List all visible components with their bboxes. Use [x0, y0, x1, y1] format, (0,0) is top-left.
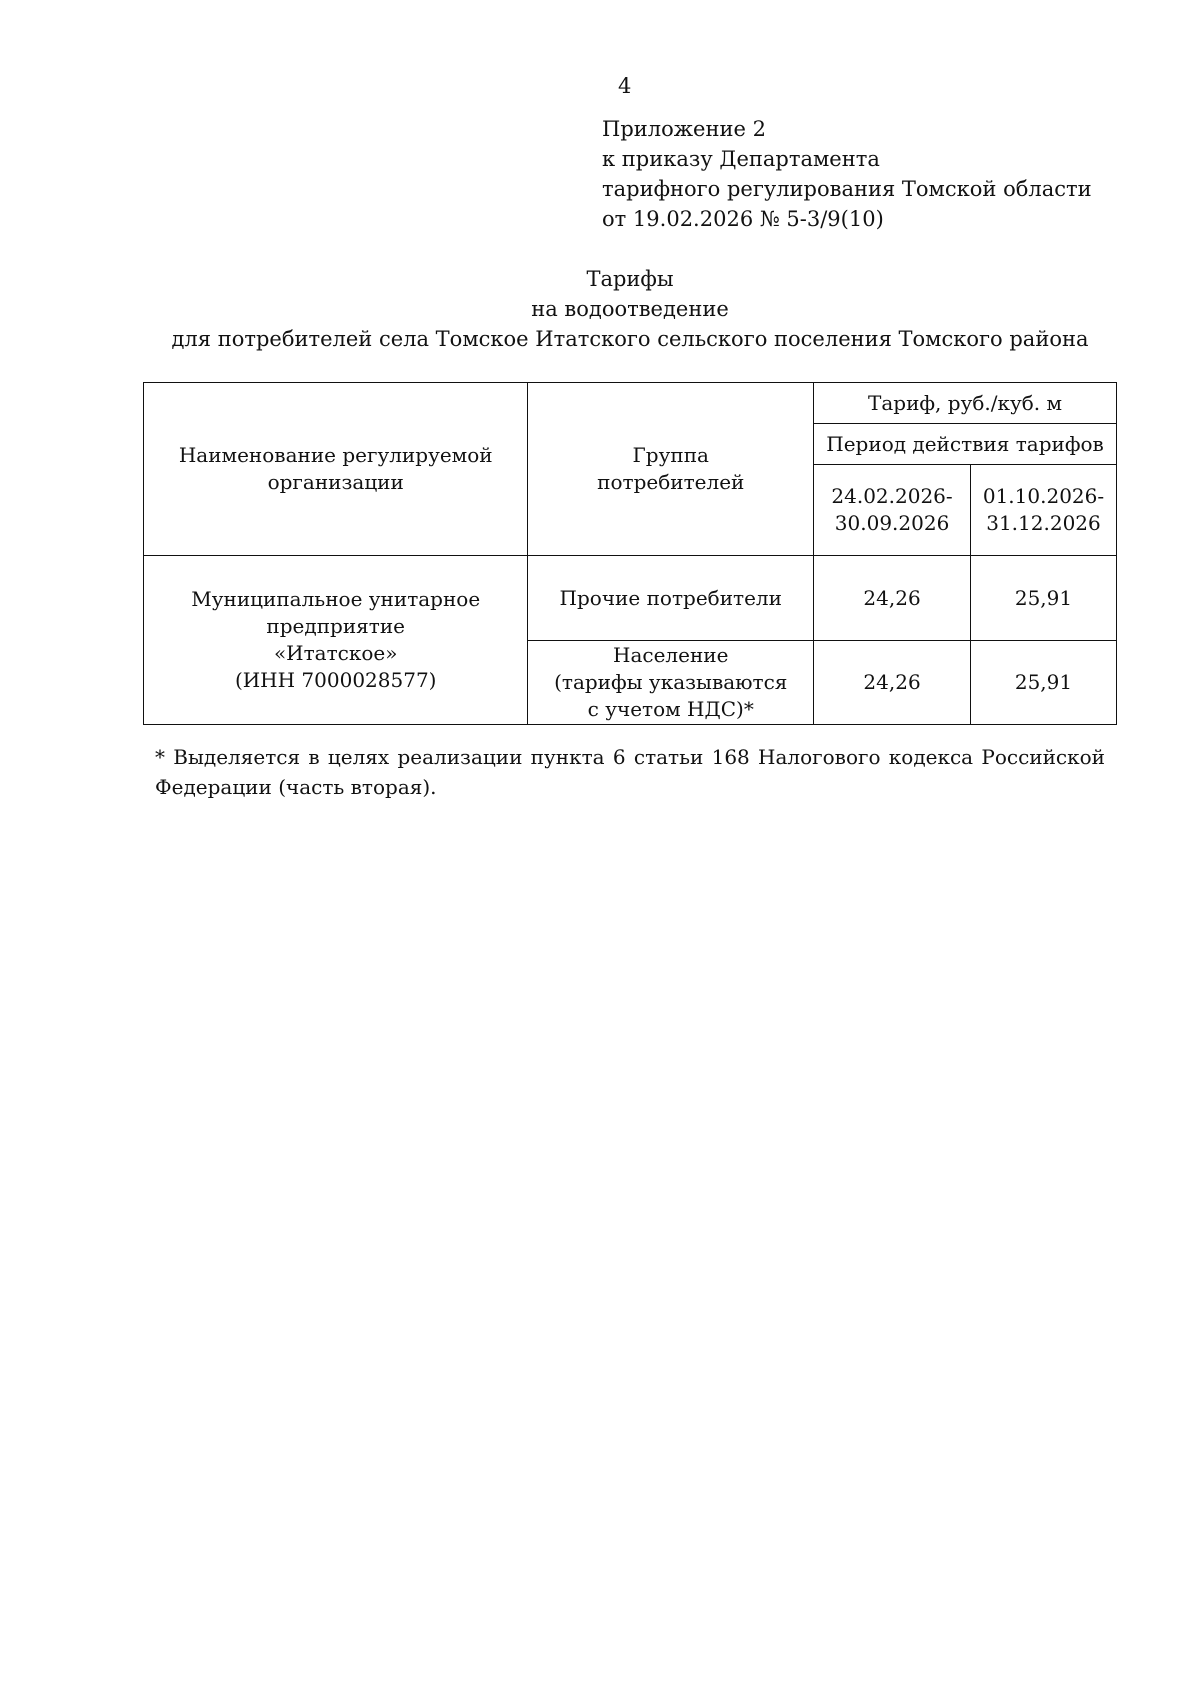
table-header-row	[144, 383, 1117, 424]
appendix-reference	[602, 114, 1092, 234]
organization-line-4: (ИНН 7000028577)	[234, 668, 437, 692]
header-group-line-2: потребителей	[597, 470, 745, 494]
consumer-group-line-3: с учетом НДС)*	[587, 697, 754, 721]
title-line-3: для потребителей села Томское Итатского сельского поселения Томского района	[171, 327, 1089, 351]
tariff-value-cell: 24,26	[814, 556, 971, 641]
page-number: 4	[618, 74, 632, 98]
header-period-1-end: 30.09.2026	[834, 511, 950, 535]
consumer-group-cell	[528, 556, 814, 641]
header-organization-line-2: организации	[267, 470, 404, 494]
header-organization	[144, 383, 528, 556]
consumer-group-line-1: Население	[613, 643, 729, 667]
organization-line-2: предприятие	[266, 614, 406, 638]
header-group-line-1: Группа	[632, 443, 709, 467]
header-consumer-group	[528, 383, 814, 556]
tariff-value-cell: 25,91	[971, 641, 1117, 725]
header-tariff: Тариф, руб./куб. м	[814, 383, 1117, 424]
tariff-value-cell: 24,26	[814, 641, 971, 725]
appendix-line-2: к приказу Департамента	[602, 147, 880, 171]
organization-line-1: Муниципальное унитарное	[191, 587, 481, 611]
appendix-line-4: от 19.02.2026 № 5-3/9(10)	[602, 207, 884, 231]
header-period-2-end: 31.12.2026	[986, 511, 1101, 535]
title-line-1: Тарифы	[586, 267, 674, 291]
header-period-2-start: 01.10.2026-	[982, 484, 1105, 508]
consumer-group-line-1: Прочие потребители	[559, 585, 782, 610]
header-organization-line-1: Наименование регулируемой	[178, 443, 493, 467]
title-line-2: на водоотведение	[531, 297, 729, 321]
tariff-table	[143, 382, 1117, 725]
document-title	[0, 264, 1200, 354]
table-row	[144, 556, 1117, 641]
header-period: Период действия тарифов	[814, 424, 1117, 465]
tariff-value-cell: 25,91	[971, 556, 1117, 641]
header-period-1	[814, 465, 971, 556]
footnote: * Выделяется в целях реализации пункта 6 статьи 168 Налогового кодекса Российской Федерации (часть вторая).	[155, 745, 1105, 799]
header-period-2	[971, 465, 1117, 556]
organization-line-3: «Итатское»	[273, 641, 398, 665]
organization-cell	[144, 556, 528, 725]
appendix-line-1: Приложение 2	[602, 117, 766, 141]
appendix-line-3: тарифного регулирования Томской области	[602, 177, 1092, 201]
consumer-group-cell	[528, 641, 814, 725]
consumer-group-line-2: (тарифы указываются	[554, 670, 788, 694]
header-period-1-start: 24.02.2026-	[831, 484, 953, 508]
